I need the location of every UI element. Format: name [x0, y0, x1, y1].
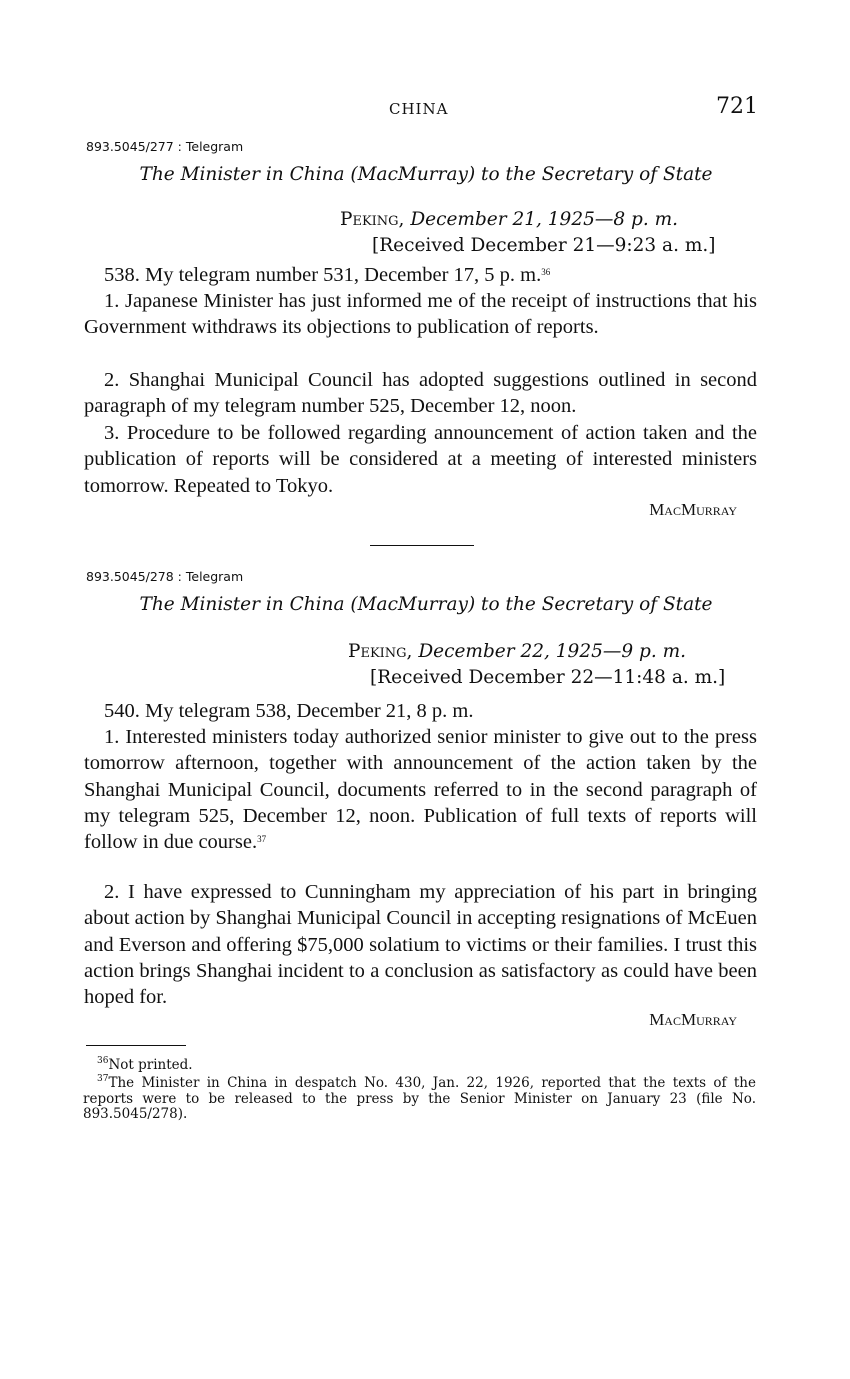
document-title-2: The Minister in China (MacMurray) to the Secretary of State	[139, 594, 713, 615]
received-line-2: [Received December 22—11:48 a. m.]	[370, 667, 726, 688]
received-line-1: [Received December 21—9:23 a. m.]	[372, 235, 716, 256]
footnote-ref-36: 36	[541, 267, 551, 277]
signature-2: MacMurray	[649, 1010, 737, 1029]
dateline-place-2: Peking,	[348, 641, 413, 662]
dateline-date-2: December 22, 1925—9 p. m.	[418, 641, 687, 662]
page-number: 721	[716, 94, 758, 119]
footnote-ref-37: 37	[257, 834, 267, 845]
footnote-36: $^{36}$Not printed.	[97, 1056, 193, 1073]
paragraph-1-1: 1. Japanese Minister has just informed me of the receipt of instructions that his Government withdraws its objections to publication of reports.	[84, 290, 757, 339]
paragraph-1-2: 2. Shanghai Municipal Council has adopted suggestions outlined in second paragraph of my telegram number 525, December 12, noon.	[84, 369, 757, 418]
paragraph-2-0: 540. My telegram 538, December 21, 8 p. m.	[104, 700, 474, 722]
running-title: CHINA	[389, 100, 449, 118]
footnote-marker-36: 36	[97, 1056, 109, 1066]
dateline-2	[348, 641, 686, 662]
paragraph-2-1: 1. Interested ministers today authorized senior minister to give out to the press tomorrow afternoon, together with announcement of the action taken by the Shanghai Municipal Council, documents referred to in the second paragraph of my telegram 525, December 12, noon. Publication of full texts of reports will follow in due course.$^{37}$	[84, 726, 757, 854]
footnote-marker-37: 37	[97, 1074, 109, 1084]
dateline-1	[340, 209, 678, 230]
section-divider	[370, 545, 474, 546]
paragraph-1-3: 3. Procedure to be followed regarding announcement of action taken and the publication of reports will be considered at a meeting of interested ministers tomorrow. Repeated to Tokyo.	[84, 422, 757, 497]
file-number-2: 893.5045/278 : Telegram	[86, 569, 244, 584]
signature-1: MacMurray	[649, 500, 737, 519]
dateline-date-1: December 21, 1925—8 p. m.	[410, 209, 679, 230]
document-title-1: The Minister in China (MacMurray) to the Secretary of State	[139, 164, 713, 185]
paragraph-1-0: 538. My telegram number 531, December 17, 5 p. m.$^{36}$	[104, 264, 551, 286]
file-number-1: 893.5045/277 : Telegram	[86, 139, 244, 154]
paragraph-2-2: 2. I have expressed to Cunningham my appreciation of his part in bringing about action by Shanghai Municipal Council in accepting resignations of McEuen and Everson and offering $75,000 solatium to victims or their families. I trust this action brings Shanghai incident to a conclusion as satisfactory as could have been hoped for.	[84, 881, 757, 1009]
footnote-37: $^{37}$The Minister in China in despatch No. 430, Jan. 22, 1926, reported that the texts of the reports were to be released to the press by the Senior Minister on January 23 (file No. 893.5045/278).	[83, 1074, 756, 1122]
footnote-rule	[86, 1045, 186, 1046]
dateline-place-1: Peking,	[340, 209, 405, 230]
